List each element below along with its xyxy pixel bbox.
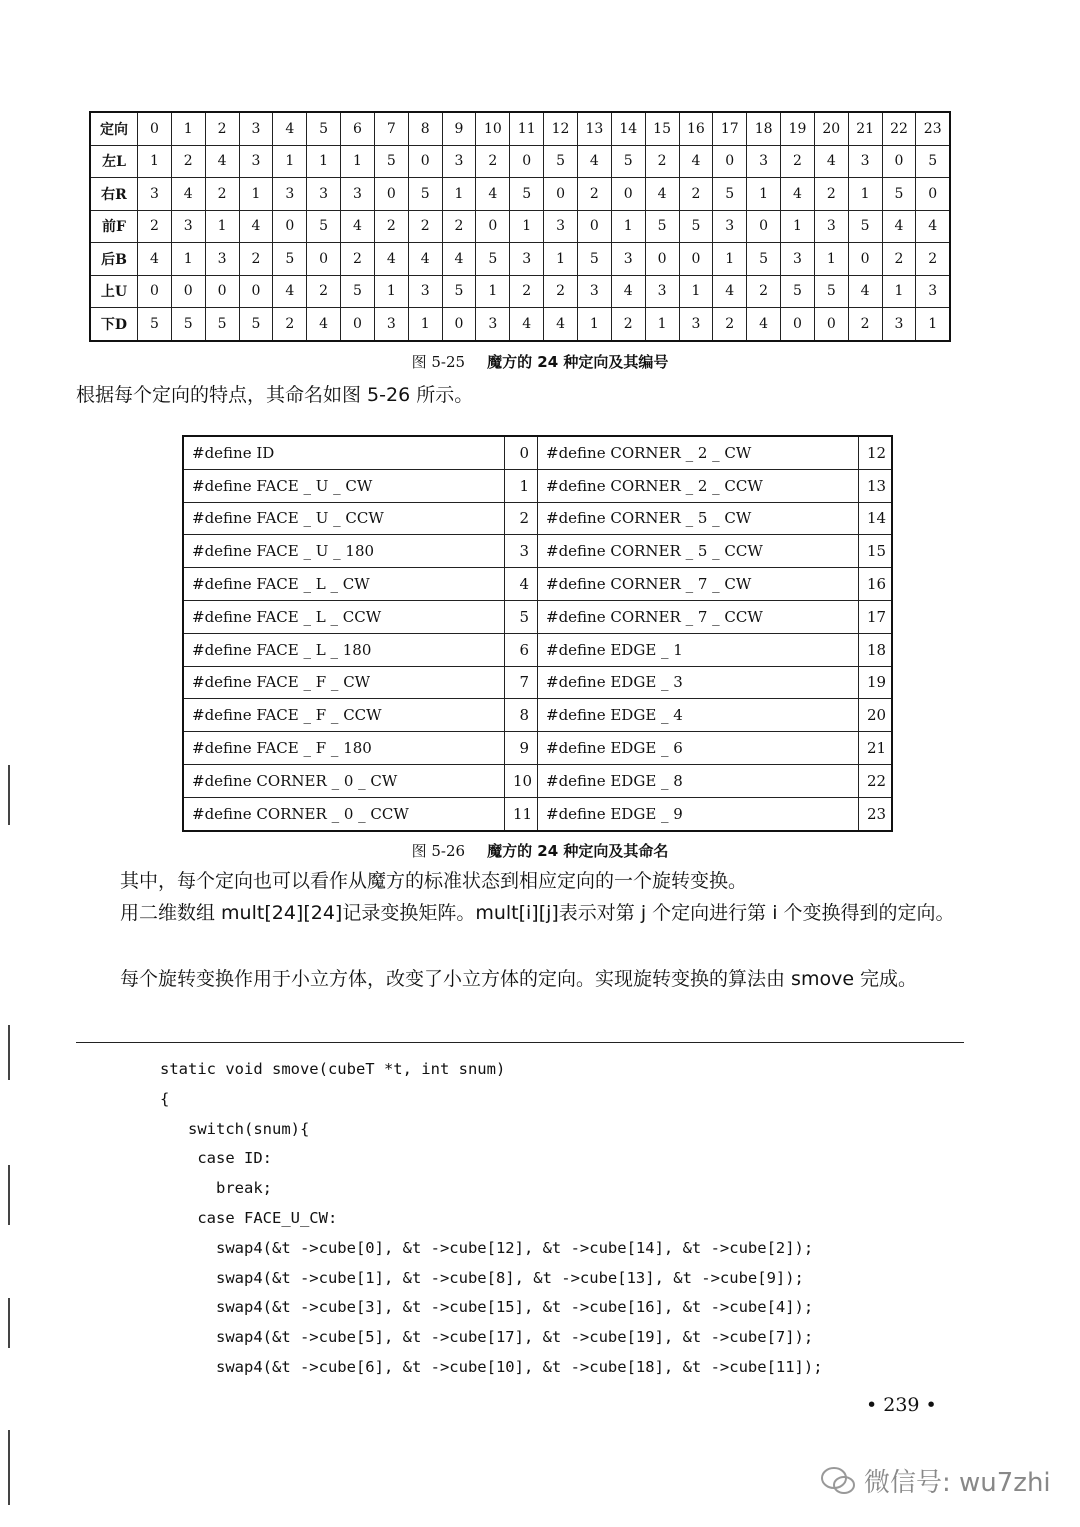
- value-cell: 2: [442, 210, 476, 243]
- define-value-cell: 1: [505, 469, 538, 502]
- value-cell: 5: [544, 145, 578, 178]
- value-cell: 8: [408, 112, 442, 145]
- value-cell: 3: [239, 112, 273, 145]
- value-cell: 5: [577, 243, 611, 276]
- orientation-row: [90, 275, 950, 308]
- value-cell: 5: [138, 308, 172, 341]
- value-cell: 0: [442, 308, 476, 341]
- row-label-cell: 前F: [90, 210, 138, 243]
- value-cell: 2: [138, 210, 172, 243]
- value-cell: 3: [205, 243, 239, 276]
- define-value-cell: 4: [505, 568, 538, 601]
- value-cell: 11: [510, 112, 544, 145]
- value-cell: 1: [408, 308, 442, 341]
- scan-edge-mark: [8, 765, 10, 825]
- value-cell: 4: [273, 275, 307, 308]
- value-cell: 20: [814, 112, 848, 145]
- value-cell: 3: [577, 275, 611, 308]
- define-name-cell: #define CORNER _ 0 _ CCW: [183, 797, 505, 830]
- value-cell: 3: [239, 145, 273, 178]
- value-cell: 5: [171, 308, 205, 341]
- define-name-cell: #define FACE _ L _ 180: [183, 633, 505, 666]
- caption-number: 图 5-25: [411, 353, 466, 371]
- value-cell: 12: [544, 112, 578, 145]
- code-line: {: [160, 1089, 170, 1108]
- code-line: swap4(&t ->cube[5], &t ->cube[17], &t ->cube[19], &t ->cube[7]);: [160, 1328, 814, 1347]
- value-cell: 0: [476, 210, 510, 243]
- define-row: [183, 633, 892, 666]
- row-label-cell: 左L: [90, 145, 138, 178]
- value-cell: 0: [679, 243, 713, 276]
- value-cell: 0: [713, 145, 747, 178]
- value-cell: 15: [645, 112, 679, 145]
- define-value-cell: 22: [859, 764, 893, 797]
- value-cell: 5: [882, 178, 916, 211]
- value-cell: 5: [916, 145, 950, 178]
- value-cell: 2: [679, 178, 713, 211]
- define-row: [183, 535, 892, 568]
- define-value-cell: 2: [505, 502, 538, 535]
- value-cell: 5: [611, 145, 645, 178]
- value-cell: 2: [510, 275, 544, 308]
- code-listing: [160, 1055, 823, 1383]
- value-cell: 4: [239, 210, 273, 243]
- define-name-cell: #define CORNER _ 0 _ CW: [183, 764, 505, 797]
- value-cell: 1: [713, 243, 747, 276]
- value-cell: 5: [442, 275, 476, 308]
- define-row: [183, 600, 892, 633]
- value-cell: 0: [138, 112, 172, 145]
- value-cell: 5: [814, 275, 848, 308]
- value-cell: 1: [544, 243, 578, 276]
- orientation-row: [90, 145, 950, 178]
- define-name-cell: #define EDGE _ 3: [538, 666, 859, 699]
- value-cell: 5: [205, 308, 239, 341]
- define-value-cell: 16: [859, 568, 893, 601]
- value-cell: 3: [307, 178, 341, 211]
- value-cell: 4: [747, 308, 781, 341]
- value-cell: 2: [307, 275, 341, 308]
- value-cell: 5: [273, 243, 307, 276]
- value-cell: 5: [307, 210, 341, 243]
- orientation-row: [90, 243, 950, 276]
- value-cell: 5: [781, 275, 815, 308]
- value-cell: 4: [713, 275, 747, 308]
- orientation-table: [89, 111, 951, 342]
- value-cell: 5: [341, 275, 375, 308]
- orientation-row: [90, 308, 950, 341]
- define-value-cell: 18: [859, 633, 893, 666]
- define-name-cell: #define FACE _ F _ CW: [183, 666, 505, 699]
- value-cell: 2: [171, 145, 205, 178]
- value-cell: 2: [239, 243, 273, 276]
- value-cell: 0: [814, 308, 848, 341]
- value-cell: 2: [814, 178, 848, 211]
- value-cell: 5: [679, 210, 713, 243]
- value-cell: 3: [713, 210, 747, 243]
- define-name-cell: #define CORNER _ 2 _ CW: [538, 436, 859, 469]
- code-line: swap4(&t ->cube[0], &t ->cube[12], &t ->cube[14], &t ->cube[2]);: [160, 1238, 814, 1257]
- value-cell: 23: [916, 112, 950, 145]
- value-cell: 1: [611, 210, 645, 243]
- define-value-cell: 15: [859, 535, 893, 568]
- code-line: static void smove(cubeT *t, int snum): [160, 1060, 506, 1078]
- code-line: case FACE_U_CW:: [160, 1208, 338, 1227]
- value-cell: 1: [307, 145, 341, 178]
- value-cell: 5: [848, 210, 882, 243]
- value-cell: 1: [374, 275, 408, 308]
- value-cell: 22: [882, 112, 916, 145]
- value-cell: 2: [544, 275, 578, 308]
- value-cell: 3: [611, 243, 645, 276]
- value-cell: 0: [374, 178, 408, 211]
- value-cell: 0: [510, 145, 544, 178]
- value-cell: 3: [510, 243, 544, 276]
- code-line: swap4(&t ->cube[1], &t ->cube[8], &t ->cube[13], &t ->cube[9]);: [160, 1268, 804, 1287]
- value-cell: 4: [307, 308, 341, 341]
- define-row: [183, 469, 892, 502]
- value-cell: 1: [882, 275, 916, 308]
- define-name-cell: #define ID: [183, 436, 505, 469]
- value-cell: 0: [781, 308, 815, 341]
- value-cell: 21: [848, 112, 882, 145]
- value-cell: 2: [476, 145, 510, 178]
- scan-edge-mark: [8, 1430, 10, 1505]
- value-cell: 3: [171, 210, 205, 243]
- value-cell: 7: [374, 112, 408, 145]
- row-label-cell: 右R: [90, 178, 138, 211]
- define-value-cell: 21: [859, 732, 893, 765]
- value-cell: 2: [781, 145, 815, 178]
- value-cell: 1: [814, 243, 848, 276]
- define-name-cell: #define FACE _ U _ CCW: [183, 502, 505, 535]
- orientation-row: [90, 210, 950, 243]
- define-row: [183, 568, 892, 601]
- value-cell: 1: [205, 210, 239, 243]
- define-value-cell: 11: [505, 797, 538, 830]
- value-cell: 4: [611, 275, 645, 308]
- define-value-cell: 12: [859, 436, 893, 469]
- define-value-cell: 3: [505, 535, 538, 568]
- value-cell: 1: [341, 145, 375, 178]
- define-name-cell: #define CORNER _ 5 _ CW: [538, 502, 859, 535]
- value-cell: 4: [442, 243, 476, 276]
- define-name-cell: #define CORNER _ 7 _ CCW: [538, 600, 859, 633]
- value-cell: 3: [882, 308, 916, 341]
- value-cell: 18: [747, 112, 781, 145]
- mult-array-paragraph: 用二维数组 mult[24][24]记录变换矩阵。mult[i][j]表示对第 j 个定向进行第 i 个变换得到的定向。: [120, 902, 955, 924]
- value-cell: 5: [476, 243, 510, 276]
- define-row: [183, 764, 892, 797]
- define-row: [183, 699, 892, 732]
- value-cell: 3: [679, 308, 713, 341]
- value-cell: 5: [239, 308, 273, 341]
- define-name-cell: #define CORNER _ 7 _ CW: [538, 568, 859, 601]
- row-label-cell: 下D: [90, 308, 138, 341]
- define-row: [183, 502, 892, 535]
- code-divider: [76, 1042, 964, 1043]
- figure-5-25-caption: [0, 351, 1080, 372]
- value-cell: 4: [171, 178, 205, 211]
- value-cell: 4: [781, 178, 815, 211]
- value-cell: 1: [577, 308, 611, 341]
- value-cell: 5: [645, 210, 679, 243]
- value-cell: 6: [341, 112, 375, 145]
- value-cell: 9: [442, 112, 476, 145]
- value-cell: 17: [713, 112, 747, 145]
- value-cell: 1: [273, 145, 307, 178]
- caption-text: 魔方的 24 种定向及其编号: [487, 353, 669, 371]
- value-cell: 0: [916, 178, 950, 211]
- value-cell: 0: [408, 145, 442, 178]
- value-cell: 4: [205, 145, 239, 178]
- wechat-watermark: [820, 1462, 1051, 1499]
- value-cell: 0: [205, 275, 239, 308]
- value-cell: 1: [510, 210, 544, 243]
- define-value-cell: 13: [859, 469, 893, 502]
- page-number: • 239 •: [866, 1394, 937, 1416]
- value-cell: 0: [307, 243, 341, 276]
- value-cell: 4: [814, 145, 848, 178]
- value-cell: 5: [374, 145, 408, 178]
- define-name-cell: #define EDGE _ 9: [538, 797, 859, 830]
- value-cell: 1: [442, 178, 476, 211]
- define-value-cell: 0: [505, 436, 538, 469]
- value-cell: 1: [476, 275, 510, 308]
- value-cell: 4: [916, 210, 950, 243]
- define-name-cell: #define CORNER _ 5 _ CCW: [538, 535, 859, 568]
- value-cell: 5: [408, 178, 442, 211]
- value-cell: 2: [848, 308, 882, 341]
- value-cell: 0: [611, 178, 645, 211]
- value-cell: 14: [611, 112, 645, 145]
- value-cell: 3: [442, 145, 476, 178]
- value-cell: 0: [239, 275, 273, 308]
- define-value-cell: 9: [505, 732, 538, 765]
- define-value-cell: 20: [859, 699, 893, 732]
- value-cell: 4: [510, 308, 544, 341]
- intro-paragraph: 根据每个定向的特点，其命名如图 5-26 所示。: [76, 384, 474, 406]
- value-cell: 2: [205, 112, 239, 145]
- code-line: swap4(&t ->cube[3], &t ->cube[15], &t ->cube[16], &t ->cube[4]);: [160, 1298, 814, 1317]
- scan-edge-mark: [8, 1025, 10, 1080]
- value-cell: 2: [577, 178, 611, 211]
- value-cell: 3: [341, 178, 375, 211]
- value-cell: 19: [781, 112, 815, 145]
- value-cell: 5: [307, 112, 341, 145]
- value-cell: 5: [713, 178, 747, 211]
- value-cell: 3: [747, 145, 781, 178]
- value-cell: 10: [476, 112, 510, 145]
- define-name-cell: #define FACE _ U _ CW: [183, 469, 505, 502]
- value-cell: 1: [171, 243, 205, 276]
- define-name-cell: #define FACE _ L _ CCW: [183, 600, 505, 633]
- value-cell: 0: [544, 178, 578, 211]
- value-cell: 0: [577, 210, 611, 243]
- define-name-cell: #define EDGE _ 8: [538, 764, 859, 797]
- scan-edge-mark: [8, 1298, 10, 1348]
- value-cell: 1: [239, 178, 273, 211]
- value-cell: 1: [848, 178, 882, 211]
- figure-5-26-caption: [0, 840, 1080, 861]
- value-cell: 2: [645, 145, 679, 178]
- row-label-cell: 定向: [90, 112, 138, 145]
- value-cell: 2: [341, 243, 375, 276]
- define-name-cell: #define FACE _ U _ 180: [183, 535, 505, 568]
- scan-edge-mark: [8, 1165, 10, 1225]
- value-cell: 0: [138, 275, 172, 308]
- value-cell: 0: [171, 275, 205, 308]
- value-cell: 1: [171, 112, 205, 145]
- code-line: case ID:: [160, 1149, 272, 1168]
- value-cell: 4: [645, 178, 679, 211]
- value-cell: 2: [747, 275, 781, 308]
- value-cell: 3: [374, 308, 408, 341]
- value-cell: 4: [374, 243, 408, 276]
- value-cell: 4: [577, 145, 611, 178]
- value-cell: 3: [645, 275, 679, 308]
- define-names-table: [182, 435, 893, 832]
- define-row: [183, 797, 892, 830]
- caption-number: 图 5-26: [411, 842, 466, 860]
- value-cell: 4: [341, 210, 375, 243]
- value-cell: 1: [781, 210, 815, 243]
- value-cell: 0: [882, 145, 916, 178]
- value-cell: 2: [882, 243, 916, 276]
- value-cell: 0: [645, 243, 679, 276]
- row-label-cell: 上U: [90, 275, 138, 308]
- value-cell: 1: [679, 275, 713, 308]
- value-cell: 3: [476, 308, 510, 341]
- define-value-cell: 23: [859, 797, 893, 830]
- define-row: [183, 666, 892, 699]
- value-cell: 4: [273, 112, 307, 145]
- define-value-cell: 19: [859, 666, 893, 699]
- watermark-text: 微信号: wu7zhi: [864, 1468, 1051, 1498]
- value-cell: 16: [679, 112, 713, 145]
- define-value-cell: 6: [505, 633, 538, 666]
- value-cell: 4: [138, 243, 172, 276]
- value-cell: 3: [781, 243, 815, 276]
- define-name-cell: #define EDGE _ 1: [538, 633, 859, 666]
- value-cell: 3: [544, 210, 578, 243]
- define-name-cell: #define EDGE _ 6: [538, 732, 859, 765]
- value-cell: 2: [205, 178, 239, 211]
- value-cell: 4: [476, 178, 510, 211]
- define-value-cell: 5: [505, 600, 538, 633]
- define-row: [183, 732, 892, 765]
- value-cell: 5: [510, 178, 544, 211]
- row-label-cell: 后B: [90, 243, 138, 276]
- value-cell: 2: [916, 243, 950, 276]
- value-cell: 1: [916, 308, 950, 341]
- define-row: [183, 436, 892, 469]
- rotation-paragraph: 其中，每个定向也可以看作从魔方的标准状态到相应定向的一个旋转变换。: [120, 870, 748, 892]
- define-value-cell: 10: [505, 764, 538, 797]
- value-cell: 3: [273, 178, 307, 211]
- value-cell: 4: [408, 243, 442, 276]
- value-cell: 0: [747, 210, 781, 243]
- smove-paragraph: 每个旋转变换作用于小立方体，改变了小立方体的定向。实现旋转变换的算法由 smove 完成。: [120, 968, 918, 990]
- define-value-cell: 8: [505, 699, 538, 732]
- caption-text: 魔方的 24 种定向及其命名: [487, 842, 669, 860]
- value-cell: 4: [679, 145, 713, 178]
- code-line: switch(snum){: [160, 1119, 310, 1138]
- value-cell: 0: [848, 243, 882, 276]
- value-cell: 1: [645, 308, 679, 341]
- define-value-cell: 7: [505, 666, 538, 699]
- value-cell: 4: [544, 308, 578, 341]
- value-cell: 0: [341, 308, 375, 341]
- value-cell: 2: [408, 210, 442, 243]
- define-name-cell: #define CORNER _ 2 _ CCW: [538, 469, 859, 502]
- value-cell: 5: [747, 243, 781, 276]
- code-line: break;: [160, 1179, 272, 1198]
- value-cell: 13: [577, 112, 611, 145]
- define-value-cell: 14: [859, 502, 893, 535]
- value-cell: 3: [138, 178, 172, 211]
- value-cell: 4: [848, 275, 882, 308]
- code-line: swap4(&t ->cube[6], &t ->cube[10], &t ->cube[18], &t ->cube[11]);: [160, 1357, 823, 1376]
- value-cell: 2: [713, 308, 747, 341]
- value-cell: 1: [138, 145, 172, 178]
- value-cell: 2: [374, 210, 408, 243]
- value-cell: 2: [273, 308, 307, 341]
- value-cell: 3: [848, 145, 882, 178]
- value-cell: 2: [611, 308, 645, 341]
- value-cell: 4: [882, 210, 916, 243]
- value-cell: 3: [916, 275, 950, 308]
- define-name-cell: #define EDGE _ 4: [538, 699, 859, 732]
- value-cell: 3: [408, 275, 442, 308]
- define-value-cell: 17: [859, 600, 893, 633]
- orientation-header-row: [90, 112, 950, 145]
- value-cell: 3: [814, 210, 848, 243]
- wechat-icon: [820, 1466, 856, 1496]
- value-cell: 1: [747, 178, 781, 211]
- orientation-row: [90, 178, 950, 211]
- value-cell: 0: [273, 210, 307, 243]
- define-name-cell: #define FACE _ L _ CW: [183, 568, 505, 601]
- define-name-cell: #define FACE _ F _ CCW: [183, 699, 505, 732]
- define-name-cell: #define FACE _ F _ 180: [183, 732, 505, 765]
